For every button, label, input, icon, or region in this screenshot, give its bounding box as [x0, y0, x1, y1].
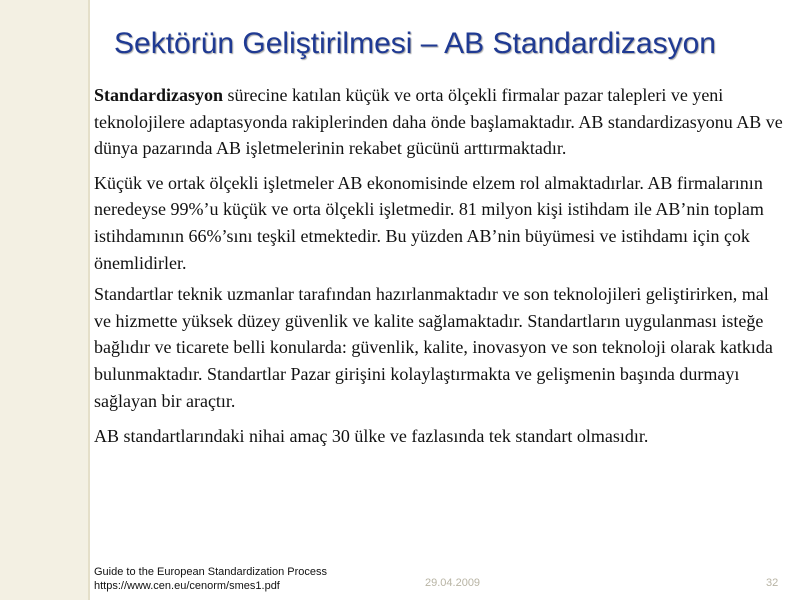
source-title: Guide to the European Standardization Process	[94, 566, 327, 578]
slide-body	[94, 82, 784, 450]
paragraph-sme-role: Küçük ve ortak ölçekli işletmeler AB ekonomisinde elzem rol almaktadırlar. AB firmalarının neredeyse 99%’u küçük ve orta ölçekli işletmedir. 81 milyon kişi istihdam ile AB’nin toplam istihdamının 66%’sını teşkil etmektedir. Bu yüzden AB’nin büyümesi ve istihdamı için çok önemlidirler.	[94, 172, 764, 273]
source-reference	[94, 565, 327, 593]
paragraph-keyword: Standardizasyon	[94, 85, 224, 105]
footer-date: 29.04.2009	[425, 577, 481, 589]
paragraph-final-goal: AB standartlarındaki nihai amaç 30 ülke ve fazlasında tek standart olmasıdır.	[94, 426, 649, 447]
left-sidebar-panel	[0, 0, 88, 600]
slide-title: Sektörün Geliştirilmesi – AB Standardizasyon	[114, 27, 716, 60]
paragraph-text: sürecine katılan küçük ve orta ölçekli firmalar pazar talepleri ve yeni teknolojilere adaptasyonda rakiplerinden daha önde başlamaktadır. AB standardizasyonu AB ve dünya pazarında AB işletmelerinin rekabet gücünü arttırmaktadır.	[94, 85, 783, 159]
slide-number: 32	[766, 577, 779, 589]
source-url[interactable]: https://www.cen.eu/cenorm/smes1.pdf	[94, 580, 280, 592]
sidebar-divider	[88, 0, 90, 600]
paragraph-standardization	[94, 82, 784, 162]
paragraph-standards-prepared: Standartlar teknik uzmanlar tarafından hazırlanmaktadır ve son teknolojileri geliştirirken, mal ve hizmette yüksek düzey güvenlik ve kalite sağlamaktadır. Standartların uygulanması isteğe bağlıdır ve ticarete belli konularda: güvenlik, kalite, inovasyon ve son teknoloji olarak katkıda bulunmaktadır. Standartlar Pazar girişini kolaylaştırmakta ve gelişmenin başında durmayı sağlayan bir araçtır.	[94, 284, 773, 411]
